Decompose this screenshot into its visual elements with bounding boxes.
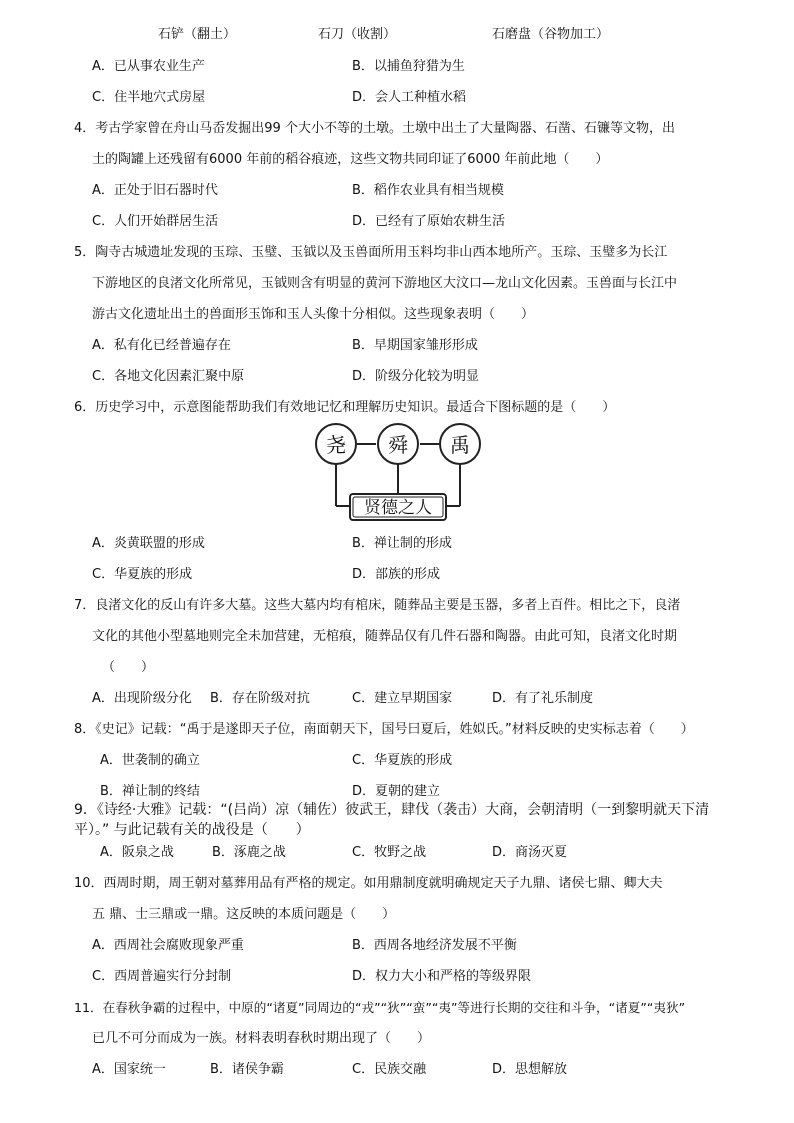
- q7-stem-line-3: （ ）: [102, 660, 155, 675]
- q11-stem-line-2: 已几不可分而成为一族。材料表明春秋时期出现了（ ）: [92, 1031, 431, 1046]
- q11-option-a: A．国家统一: [92, 1062, 166, 1077]
- q10-option-a: A．西周社会腐败现象严重: [92, 938, 244, 953]
- q8-option-d: D．夏朝的建立: [352, 784, 441, 799]
- tool-label-2: 石刀（收割）: [318, 27, 397, 42]
- q3-option-d: D．会人工种植水稻: [352, 90, 467, 105]
- q11-option-c: C．民族交融: [352, 1062, 427, 1077]
- q10-option-b: B．西周各地经济发展不平衡: [352, 938, 517, 953]
- q3-option-a: A．已从事农业生产: [92, 59, 205, 74]
- q7-option-c: C．建立早期国家: [352, 691, 453, 706]
- q8-option-c: C．华夏族的形成: [352, 753, 453, 768]
- q9-option-c: C．牧野之战: [352, 845, 427, 860]
- q4-option-c: C．人们开始群居生活: [92, 214, 219, 229]
- tool-label-3: 石磨盘（谷物加工）: [492, 27, 610, 42]
- q4-option-a: A．正处于旧石器时代: [92, 183, 218, 198]
- q5-option-a: A．私有化已经普遍存在: [92, 338, 231, 353]
- sage-kings-diagram: [310, 422, 486, 526]
- q9-option-b: B．涿鹿之战: [212, 845, 286, 860]
- q4-stem-line-1: 4．考古学家曾在舟山马岙发掘出99 个大小不等的土墩。土墩中出土了大量陶器、石凿、石镰等文物，出: [74, 121, 675, 136]
- q6-stem: 6．历史学习中，示意图能帮助我们有效地记忆和理解历史知识。最适合下图标题的是（ ）: [74, 400, 616, 415]
- q10-stem-line-1: 10．西周时期，周王朝对墓葬用品有严格的规定。如用鼎制度就明确规定天子九鼎、诸侯七鼎、卿大夫: [74, 876, 663, 891]
- q8-option-b: B．禅让制的终结: [100, 784, 200, 799]
- q3-option-c: C．住半地穴式房屋: [92, 90, 206, 105]
- q11-option-d: D．思想解放: [492, 1062, 568, 1077]
- q7-stem-line-2: 文化的其他小型墓地则完全未加营建，无棺痕，随葬品仅有几件石器和陶器。由此可知，良渚文化时期: [92, 629, 678, 644]
- q4-stem-line-2: 土的陶罐上还残留有6000 年前的稻谷痕迹，这些文物共同印证了6000 年前此地（ ）: [92, 152, 609, 167]
- q5-stem-line-3: 游古文化遗址出土的兽面形玉饰和玉人头像十分相似。这些现象表明（ ）: [92, 307, 535, 322]
- q9-option-a: A．阪泉之战: [100, 845, 174, 860]
- q5-option-c: C．各地文化因素汇聚中原: [92, 369, 245, 384]
- q7-option-b: B．存在阶级对抗: [210, 691, 310, 706]
- q11-option-b: B．诸侯争霸: [210, 1062, 284, 1077]
- q9-stem-line-1: 9．《诗经·大雅》记载：“(吕尚）凉（辅佐）彼武王，肆伐（袭击）大商，会朝清明（一到黎明就天下清: [74, 802, 710, 818]
- q7-option-a: A．出现阶级分化: [92, 691, 192, 706]
- label-yao: 尧: [326, 433, 346, 457]
- q3-option-b: B．以捕鱼狩猎为生: [352, 59, 465, 74]
- q8-stem: 8．《史记》记载：“禹于是遂即天子位，南面朝天下，国号曰夏后，姓姒氏。”材料反映的史实标志着（ ）: [74, 722, 694, 737]
- label-yu: 禹: [450, 433, 470, 457]
- q10-option-d: D．权力大小和严格的等级界限: [352, 969, 532, 984]
- q7-option-d: D．有了礼乐制度: [492, 691, 594, 706]
- q6-option-c: C．华夏族的形成: [92, 567, 193, 582]
- q7-stem-line-1: 7．良渚文化的反山有许多大墓。这些大墓内均有棺床，随葬品主要是玉器，多者上百件。相比之下，良渚: [74, 598, 681, 613]
- q10-stem-line-2: 五 鼎、士三鼎或一鼎。这反映的本质问题是（ ）: [92, 907, 396, 922]
- q4-option-b: B．稻作农业具有相当规模: [352, 183, 504, 198]
- q9-option-d: D．商汤灭夏: [492, 845, 568, 860]
- q10-option-c: C．西周普遍实行分封制: [92, 969, 232, 984]
- q5-option-d: D．阶级分化较为明显: [352, 369, 480, 384]
- q6-option-a: A．炎黄联盟的形成: [92, 536, 205, 551]
- q6-option-d: D．部族的形成: [352, 567, 441, 582]
- q8-option-a: A．世袭制的确立: [100, 753, 200, 768]
- q5-option-b: B．早期国家雏形形成: [352, 338, 478, 353]
- caption-text: 贤德之人: [364, 498, 432, 518]
- q4-option-d: D．已经有了原始农耕生活: [352, 214, 506, 229]
- q5-stem-line-1: 5．陶寺古城遗址发现的玉琮、玉璧、玉钺以及玉兽面所用玉料均非山西本地所产。玉琮、玉璧多为长江: [74, 245, 668, 260]
- q6-option-b: B．禅让制的形成: [352, 536, 452, 551]
- q5-stem-line-2: 下游地区的良渚文化所常见，玉钺则含有明显的黄河下游地区大汶口—龙山文化因素。玉兽面与长江中: [92, 276, 678, 291]
- label-shun: 舜: [388, 433, 408, 457]
- q9-stem-line-2: 平）。” 与此记载有关的战役是（ ）: [74, 822, 310, 838]
- tool-label-1: 石铲（翻土）: [158, 27, 237, 42]
- q11-stem-line-1: 11．在春秋争霸的过程中，中原的“诸夏”同周边的“戎”“狄”“蛮”“夷”等进行长期的交往和斗争，“诸夏”“夷狄”: [74, 1000, 686, 1015]
